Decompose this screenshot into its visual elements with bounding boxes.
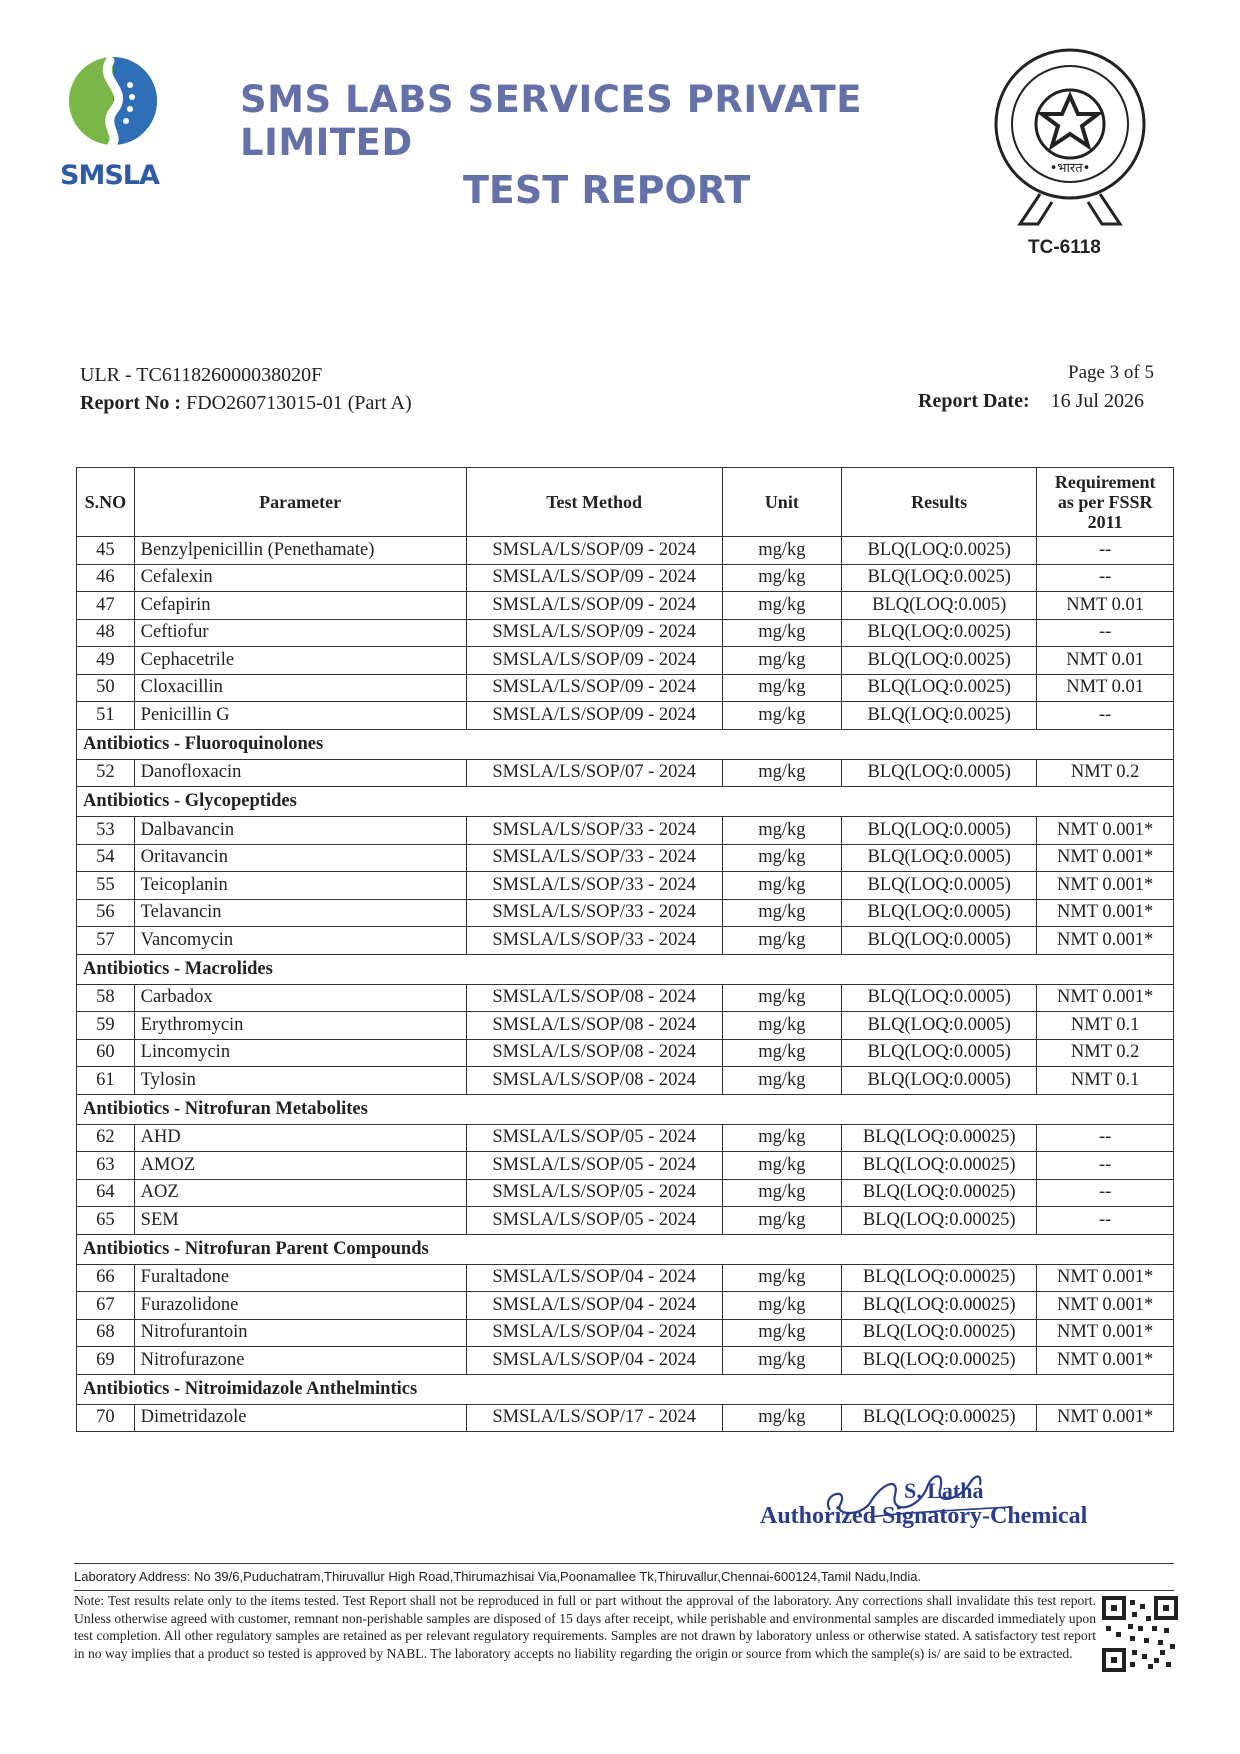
cell-parameter: Telavancin (134, 899, 466, 927)
seal-bharat-text: •भारत• (1049, 161, 1091, 176)
header-requirement (1037, 468, 1174, 537)
cell-sno: 54 (77, 844, 135, 872)
table-row (77, 592, 1174, 620)
header-parameter: Parameter (134, 468, 466, 537)
cell-result: BLQ(LOQ:0.0005) (842, 1039, 1037, 1067)
cell-test-method: SMSLA/LS/SOP/33 - 2024 (466, 817, 722, 845)
table-row (77, 1152, 1174, 1180)
cell-sno: 68 (77, 1319, 135, 1347)
cell-sno: 59 (77, 1012, 135, 1040)
cell-parameter: Furazolidone (134, 1292, 466, 1320)
cell-requirement: -- (1037, 537, 1174, 565)
cell-unit: mg/kg (722, 899, 841, 927)
qr-code-icon[interactable] (1102, 1596, 1178, 1672)
cell-test-method: SMSLA/LS/SOP/08 - 2024 (466, 984, 722, 1012)
cell-result: BLQ(LOQ:0.00025) (842, 1319, 1037, 1347)
table-group-row (77, 729, 1174, 759)
header-requirement-line2: as per FSSR (1057, 492, 1153, 512)
header-sno: S.NO (77, 468, 135, 537)
cell-test-method: SMSLA/LS/SOP/05 - 2024 (466, 1124, 722, 1152)
cell-parameter: Cephacetrile (134, 647, 466, 675)
report-date-label: Report Date: (918, 390, 1030, 412)
cell-unit: mg/kg (722, 759, 841, 787)
cell-sno: 48 (77, 619, 135, 647)
table-row (77, 1067, 1174, 1095)
cell-requirement: NMT 0.001* (1037, 1319, 1174, 1347)
cell-unit: mg/kg (722, 927, 841, 955)
cell-test-method: SMSLA/LS/SOP/09 - 2024 (466, 647, 722, 675)
cell-test-method: SMSLA/LS/SOP/33 - 2024 (466, 844, 722, 872)
table-row (77, 1039, 1174, 1067)
cell-test-method: SMSLA/LS/SOP/09 - 2024 (466, 674, 722, 702)
table-row (77, 984, 1174, 1012)
cell-result: BLQ(LOQ:0.00025) (842, 1264, 1037, 1292)
cell-requirement: NMT 0.2 (1037, 1039, 1174, 1067)
cell-sno: 69 (77, 1347, 135, 1375)
cell-result: BLQ(LOQ:0.0025) (842, 674, 1037, 702)
report-number (80, 392, 412, 415)
cell-unit: mg/kg (722, 1347, 841, 1375)
cell-unit: mg/kg (722, 1012, 841, 1040)
cell-test-method: SMSLA/LS/SOP/08 - 2024 (466, 1039, 722, 1067)
cell-sno: 65 (77, 1207, 135, 1235)
cell-test-method: SMSLA/LS/SOP/09 - 2024 (466, 564, 722, 592)
cell-result: BLQ(LOQ:0.00025) (842, 1152, 1037, 1180)
cell-sno: 52 (77, 759, 135, 787)
footer-divider (74, 1563, 1174, 1564)
cell-unit: mg/kg (722, 844, 841, 872)
cell-result: BLQ(LOQ:0.0005) (842, 1012, 1037, 1040)
cell-requirement: NMT 0.001* (1037, 1404, 1174, 1432)
cell-sno: 58 (77, 984, 135, 1012)
cell-sno: 51 (77, 702, 135, 730)
table-row (77, 1179, 1174, 1207)
cell-parameter: Lincomycin (134, 1039, 466, 1067)
cell-result: BLQ(LOQ:0.00025) (842, 1124, 1037, 1152)
cell-parameter: AOZ (134, 1179, 466, 1207)
cell-unit: mg/kg (722, 1404, 841, 1432)
group-heading: Antibiotics - Glycopeptides (77, 787, 1174, 817)
cell-test-method: SMSLA/LS/SOP/09 - 2024 (466, 537, 722, 565)
table-row (77, 759, 1174, 787)
cell-test-method: SMSLA/LS/SOP/08 - 2024 (466, 1067, 722, 1095)
table-row (77, 537, 1174, 565)
header-unit: Unit (722, 468, 841, 537)
cell-result: BLQ(LOQ:0.0005) (842, 984, 1037, 1012)
cell-parameter: SEM (134, 1207, 466, 1235)
table-row (77, 1292, 1174, 1320)
cell-test-method: SMSLA/LS/SOP/09 - 2024 (466, 702, 722, 730)
table-row (77, 844, 1174, 872)
cell-test-method: SMSLA/LS/SOP/05 - 2024 (466, 1179, 722, 1207)
cell-test-method: SMSLA/LS/SOP/05 - 2024 (466, 1207, 722, 1235)
table-group-row (77, 954, 1174, 984)
cell-parameter: Penicillin G (134, 702, 466, 730)
cell-requirement: -- (1037, 702, 1174, 730)
cell-unit: mg/kg (722, 1039, 841, 1067)
cell-result: BLQ(LOQ:0.0005) (842, 817, 1037, 845)
cell-requirement: NMT 0.001* (1037, 1292, 1174, 1320)
cell-requirement: NMT 0.001* (1037, 927, 1174, 955)
smsla-logo-icon (58, 55, 168, 160)
cell-requirement: NMT 0.01 (1037, 592, 1174, 620)
cell-sno: 46 (77, 564, 135, 592)
cell-parameter: Furaltadone (134, 1264, 466, 1292)
cell-result: BLQ(LOQ:0.0005) (842, 844, 1037, 872)
cell-unit: mg/kg (722, 592, 841, 620)
table-row (77, 1124, 1174, 1152)
cell-parameter: Dimetridazole (134, 1404, 466, 1432)
header-results: Results (842, 468, 1037, 537)
cell-unit: mg/kg (722, 647, 841, 675)
cell-requirement: NMT 0.001* (1037, 872, 1174, 900)
cell-result: BLQ(LOQ:0.0025) (842, 537, 1037, 565)
cell-sno: 55 (77, 872, 135, 900)
cell-unit: mg/kg (722, 674, 841, 702)
group-heading: Antibiotics - Nitrofuran Metabolites (77, 1094, 1174, 1124)
cell-unit: mg/kg (722, 1319, 841, 1347)
cell-result: BLQ(LOQ:0.0005) (842, 872, 1037, 900)
cell-requirement: -- (1037, 1152, 1174, 1180)
table-row (77, 1012, 1174, 1040)
table-row (77, 1347, 1174, 1375)
cell-result: BLQ(LOQ:0.0025) (842, 702, 1037, 730)
page-number: Page 3 of 5 (1068, 362, 1155, 383)
cell-parameter: Nitrofurazone (134, 1347, 466, 1375)
table-group-row (77, 1094, 1174, 1124)
cell-result: BLQ(LOQ:0.0025) (842, 647, 1037, 675)
table-row (77, 1264, 1174, 1292)
cell-result: BLQ(LOQ:0.00025) (842, 1292, 1037, 1320)
ulr-number: ULR - TC611826000038020F (80, 364, 323, 386)
disclaimer-note: Note: Test results relate only to the items tested. Test Report shall not be reproduced in full or part without the approval of the laboratory. Any corrections shall invalidate this test report. Unless otherwise agreed with customer, remnant non-perishable samples are disposed of 15 days after receipt, while perishable and environmental samples are discarded immediately upon test completion. All other regulatory samples are retained as per relevant regulatory requirements. Samples are not drawn by laboratory unless or otherwise stated. A satisfactory test report in no way implies that a product so tested is approved by NABL. The laboratory accepts no liability regarding the origin or source from which the sample(s) is/ are said to be extracted. (74, 1593, 1096, 1661)
cell-result: BLQ(LOQ:0.0025) (842, 564, 1037, 592)
cell-sno: 56 (77, 899, 135, 927)
company-name: SMS LABS SERVICES PRIVATE LIMITED (240, 78, 862, 164)
table-row (77, 927, 1174, 955)
table-row (77, 1319, 1174, 1347)
cell-result: BLQ(LOQ:0.0005) (842, 927, 1037, 955)
header-requirement-line3: 2011 (1087, 512, 1123, 532)
cell-unit: mg/kg (722, 1152, 841, 1180)
footer-divider-2 (74, 1590, 1174, 1591)
report-number-label: Report No : (80, 392, 182, 414)
signatory-name: S. Latha (904, 1478, 984, 1503)
cell-result: BLQ(LOQ:0.00025) (842, 1347, 1037, 1375)
cell-sno: 50 (77, 674, 135, 702)
cell-test-method: SMSLA/LS/SOP/04 - 2024 (466, 1319, 722, 1347)
cell-parameter: AHD (134, 1124, 466, 1152)
cell-sno: 60 (77, 1039, 135, 1067)
cell-sno: 45 (77, 537, 135, 565)
cell-parameter: Dalbavancin (134, 817, 466, 845)
cell-unit: mg/kg (722, 1067, 841, 1095)
cell-parameter: Tylosin (134, 1067, 466, 1095)
nabl-accreditation-seal-icon (990, 44, 1150, 239)
cell-test-method: SMSLA/LS/SOP/09 - 2024 (466, 619, 722, 647)
cell-requirement: NMT 0.1 (1037, 1012, 1174, 1040)
cell-sno: 57 (77, 927, 135, 955)
cell-sno: 53 (77, 817, 135, 845)
cell-test-method: SMSLA/LS/SOP/08 - 2024 (466, 1012, 722, 1040)
table-row (77, 619, 1174, 647)
table-group-row (77, 1374, 1174, 1404)
cell-unit: mg/kg (722, 817, 841, 845)
cell-requirement: NMT 0.01 (1037, 674, 1174, 702)
cell-unit: mg/kg (722, 619, 841, 647)
cell-sno: 63 (77, 1152, 135, 1180)
signatory-title: Authorized Signatory-Chemical (760, 1503, 1088, 1529)
cell-unit: mg/kg (722, 872, 841, 900)
logo-text: SMSLA (60, 160, 159, 191)
table-group-row (77, 787, 1174, 817)
cell-result: BLQ(LOQ:0.00025) (842, 1207, 1037, 1235)
cell-test-method: SMSLA/LS/SOP/07 - 2024 (466, 759, 722, 787)
cell-requirement: -- (1037, 619, 1174, 647)
results-table-body (77, 537, 1174, 1432)
cell-requirement: NMT 0.001* (1037, 844, 1174, 872)
cell-unit: mg/kg (722, 564, 841, 592)
report-date (918, 390, 1144, 413)
group-heading: Antibiotics - Nitrofuran Parent Compounds (77, 1234, 1174, 1264)
cell-sno: 66 (77, 1264, 135, 1292)
cell-requirement: NMT 0.2 (1037, 759, 1174, 787)
cell-sno: 70 (77, 1404, 135, 1432)
cell-requirement: NMT 0.001* (1037, 817, 1174, 845)
cell-result: BLQ(LOQ:0.0025) (842, 619, 1037, 647)
table-row (77, 817, 1174, 845)
cell-requirement: NMT 0.001* (1037, 1264, 1174, 1292)
cell-parameter: Cefapirin (134, 592, 466, 620)
table-group-row (77, 1234, 1174, 1264)
cell-requirement: NMT 0.01 (1037, 647, 1174, 675)
header-test-method: Test Method (466, 468, 722, 537)
cell-unit: mg/kg (722, 1124, 841, 1152)
cell-parameter: Teicoplanin (134, 872, 466, 900)
table-row (77, 899, 1174, 927)
cell-requirement: -- (1037, 564, 1174, 592)
laboratory-address: Laboratory Address: No 39/6,Puduchatram,Thiruvallur High Road,Thirumazhisai Via,Poonamallee Tk,Thiruvallur,Chennai-600124,Tamil Nadu,India. (74, 1569, 922, 1584)
header-requirement-line1: Requirement (1054, 472, 1156, 492)
cell-test-method: SMSLA/LS/SOP/17 - 2024 (466, 1404, 722, 1432)
cell-parameter: Cefalexin (134, 564, 466, 592)
cell-parameter: Oritavancin (134, 844, 466, 872)
cell-sno: 47 (77, 592, 135, 620)
table-row (77, 564, 1174, 592)
cell-unit: mg/kg (722, 984, 841, 1012)
cell-parameter: AMOZ (134, 1152, 466, 1180)
cell-parameter: Erythromycin (134, 1012, 466, 1040)
cell-unit: mg/kg (722, 1179, 841, 1207)
cell-unit: mg/kg (722, 1207, 841, 1235)
report-date-value: 16 Jul 2026 (1050, 390, 1144, 412)
cell-parameter: Carbadox (134, 984, 466, 1012)
cell-requirement: NMT 0.1 (1037, 1067, 1174, 1095)
cell-test-method: SMSLA/LS/SOP/05 - 2024 (466, 1152, 722, 1180)
report-number-value: FDO260713015-01 (Part A) (186, 392, 412, 414)
group-heading: Antibiotics - Macrolides (77, 954, 1174, 984)
cell-parameter: Nitrofurantoin (134, 1319, 466, 1347)
table-header-row (77, 468, 1174, 537)
cell-result: BLQ(LOQ:0.00025) (842, 1179, 1037, 1207)
table-row (77, 1207, 1174, 1235)
seal-code: TC-6118 (1028, 237, 1101, 258)
table-row (77, 674, 1174, 702)
cell-parameter: Danofloxacin (134, 759, 466, 787)
cell-test-method: SMSLA/LS/SOP/04 - 2024 (466, 1347, 722, 1375)
cell-result: BLQ(LOQ:0.0005) (842, 899, 1037, 927)
group-heading: Antibiotics - Nitroimidazole Anthelmintics (77, 1374, 1174, 1404)
cell-requirement: NMT 0.001* (1037, 984, 1174, 1012)
cell-sno: 49 (77, 647, 135, 675)
cell-result: BLQ(LOQ:0.005) (842, 592, 1037, 620)
cell-sno: 61 (77, 1067, 135, 1095)
table-row (77, 1404, 1174, 1432)
cell-parameter: Cloxacillin (134, 674, 466, 702)
cell-parameter: Benzylpenicillin (Penethamate) (134, 537, 466, 565)
cell-unit: mg/kg (722, 537, 841, 565)
cell-requirement: NMT 0.001* (1037, 899, 1174, 927)
table-row (77, 702, 1174, 730)
cell-requirement: -- (1037, 1207, 1174, 1235)
cell-unit: mg/kg (722, 702, 841, 730)
cell-result: BLQ(LOQ:0.00025) (842, 1404, 1037, 1432)
cell-requirement: -- (1037, 1124, 1174, 1152)
cell-test-method: SMSLA/LS/SOP/09 - 2024 (466, 592, 722, 620)
cell-test-method: SMSLA/LS/SOP/04 - 2024 (466, 1264, 722, 1292)
cell-sno: 64 (77, 1179, 135, 1207)
cell-test-method: SMSLA/LS/SOP/33 - 2024 (466, 872, 722, 900)
cell-sno: 67 (77, 1292, 135, 1320)
cell-result: BLQ(LOQ:0.0005) (842, 759, 1037, 787)
table-row (77, 872, 1174, 900)
cell-requirement: -- (1037, 1179, 1174, 1207)
group-heading: Antibiotics - Fluoroquinolones (77, 729, 1174, 759)
cell-sno: 62 (77, 1124, 135, 1152)
cell-parameter: Vancomycin (134, 927, 466, 955)
cell-test-method: SMSLA/LS/SOP/04 - 2024 (466, 1292, 722, 1320)
cell-parameter: Ceftiofur (134, 619, 466, 647)
cell-test-method: SMSLA/LS/SOP/33 - 2024 (466, 899, 722, 927)
cell-unit: mg/kg (722, 1264, 841, 1292)
table-row (77, 647, 1174, 675)
cell-unit: mg/kg (722, 1292, 841, 1320)
results-table (76, 467, 1174, 1432)
cell-requirement: NMT 0.001* (1037, 1347, 1174, 1375)
cell-test-method: SMSLA/LS/SOP/33 - 2024 (466, 927, 722, 955)
report-title: TEST REPORT (463, 168, 751, 212)
cell-result: BLQ(LOQ:0.0005) (842, 1067, 1037, 1095)
